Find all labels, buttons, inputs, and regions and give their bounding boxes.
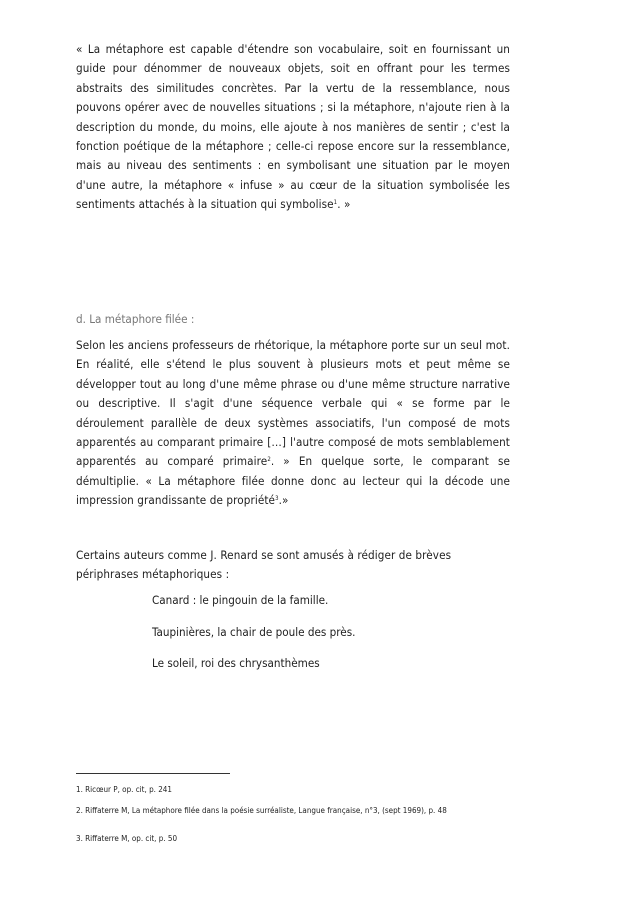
- footnote-1: 1. Ricœur P, op. cit, p. 241: [76, 785, 172, 794]
- paragraph-renard: [76, 546, 510, 585]
- example-item: Le soleil, roi des chrysanthèmes: [152, 656, 320, 671]
- footnote-ref-3: 3: [275, 495, 279, 503]
- quote-text: « La métaphore est capable d'étendre son vocabulaire, soit en fournissant un guide pour dénommer de nouveaux objets, soit en offrant pour les termes abstraits des similitudes concrètes. Par la vertu de la ressemblance, nous pouvons opérer avec de nouvelles situations ; si la métaphore, n'ajoute rien à la description du monde, du moins, elle ajoute à nos manières de sentir ; c'est la fonction poétique de la métaphore ; celle-ci repose encore sur la ressemblance, mais au niveau des sentiments : en symbolisant une situation par le moyen d'une autre, la métaphore « infuse » au cœur de la situation symbolisée les sentiments attachés à la situation qui symbolise: [76, 42, 510, 212]
- quote-tail: . »: [337, 197, 351, 212]
- paragraph-text-part3: .»: [278, 493, 289, 508]
- footnote-2: 2. Riffaterre M, La métaphore filée dans la poésie surréaliste, Langue française, n°3, (sept 1969), p. 48: [76, 806, 447, 815]
- footnote-separator: [76, 773, 230, 774]
- section-heading: d. La métaphore filée :: [76, 312, 195, 326]
- quote-paragraph: [76, 40, 510, 215]
- examples-list: [152, 591, 355, 686]
- footnote-3: 3. Riffaterre M, op. cit, p. 50: [76, 834, 178, 843]
- example-item: Taupinières, la chair de poule des près.: [152, 624, 356, 639]
- footnote-ref-2: 2: [267, 456, 271, 464]
- paragraph-renard-text: Certains auteurs comme J. Renard se sont amusés à rédiger de brèves périphrases métaphoriques :: [76, 548, 452, 582]
- footnote-ref-1: 1: [333, 199, 338, 207]
- paragraph-metaphore-filee: [76, 336, 510, 511]
- paragraph-text-part2: . » En quelque sorte, le comparant se démultiplie. « La métaphore filée donne donc au lecteur qui la décode une impression grandissante de propriété: [76, 454, 510, 508]
- example-item: Canard : le pingouin de la famille.: [152, 593, 329, 607]
- paragraph-text-part1: Selon les anciens professeurs de rhétorique, la métaphore porte sur un seul mot. En réalité, elle s'étend le plus souvent à plusieurs mots et peut même se développer tout au long d'une même phrase ou d'une même structure narrative ou descriptive. Il s'agit d'une séquence verbale qui « se forme par le déroulement parallèle de deux systèmes associatifs, l'un composé de mots apparentés au comparant primaire […] l'autre composé de mots semblablement apparentés au comparé primaire: [76, 338, 510, 469]
